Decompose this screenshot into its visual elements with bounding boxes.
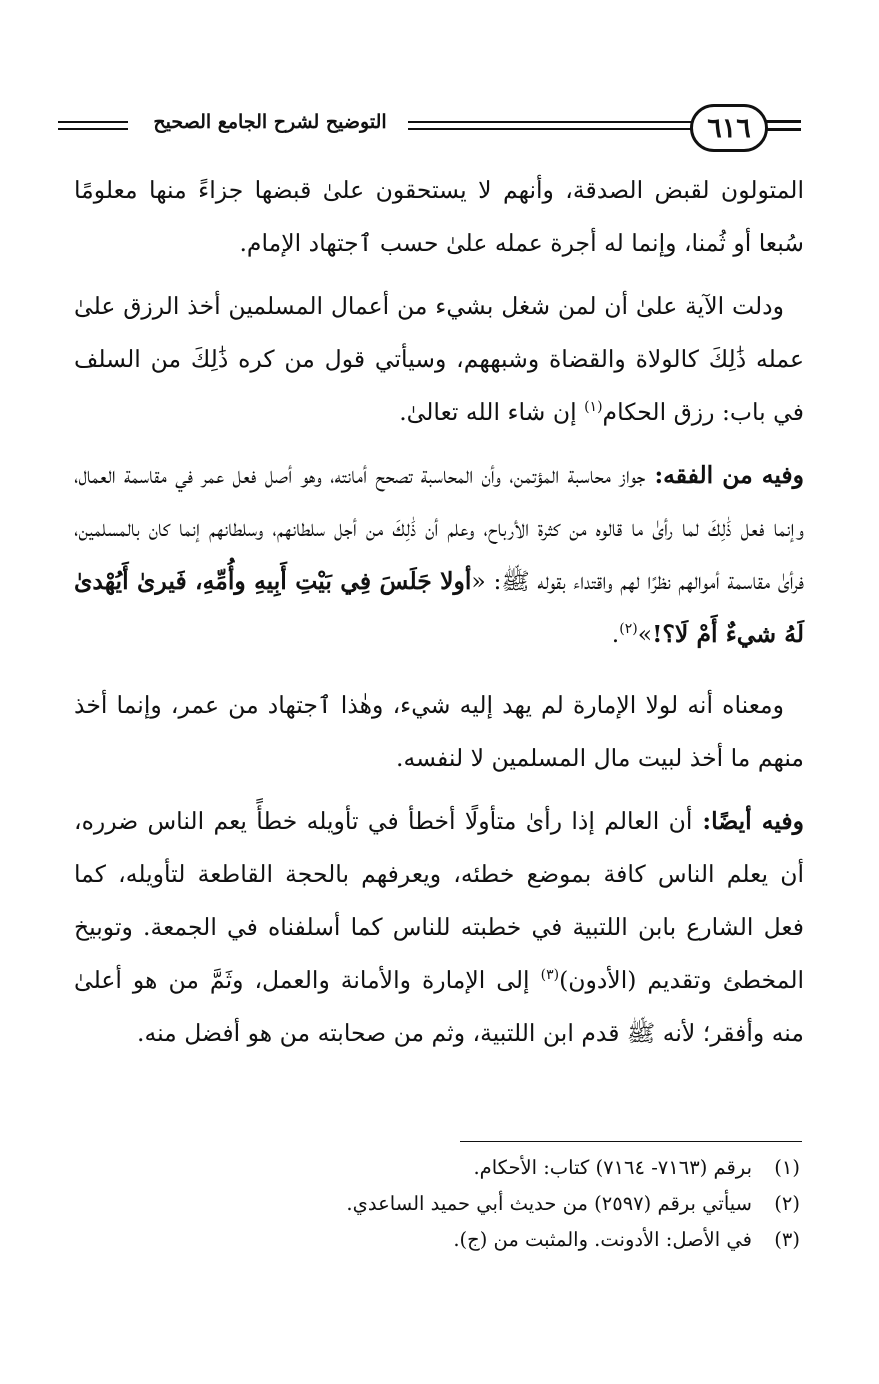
paragraph-1 (74, 164, 804, 270)
header-rule-right-top (765, 120, 801, 123)
paragraph-1-text: المتولون لقبض الصدقة، وأنهم لا يستحقون علىٰ قبضها جزاءً منها معلومًا سُبعا أو ثُمنا، وإنما له أجرة عمله علىٰ حسب ٱجتهاد الإمام. (74, 176, 804, 257)
paragraph-3-end: . (611, 620, 620, 648)
footnote-text: سيأتي برقم (٢٥٩٧) من حديث أبي حميد الساعدي. (346, 1192, 752, 1215)
footnote-number: (١) (774, 1156, 800, 1179)
footnote-text: برقم (٧١٦٣- ٧١٦٤) كتاب: الأحكام. (473, 1156, 752, 1179)
paragraph-2 (74, 280, 804, 439)
page-number-badge (690, 104, 768, 152)
footnote-number: (٢) (774, 1192, 800, 1215)
paragraph-2-text: ودلت الآية علىٰ أن لمن شغل بشيء من أعمال المسلمين أخذ الرزق علىٰ عمله ذَٰلِكَ كالولاة والقضاة وشبههم، وسيأتي قول من كره ذَٰلِكَ من السلف في باب: رزق الحكام (74, 292, 804, 426)
footnote-item (74, 1186, 804, 1222)
paragraph-3-text: جواز محاسبة المؤتمن، وأن المحاسبة تصحح أمانته، وهو أصل فعل عمر في مقاسمة العمال، وإنما فعل ذَٰلِكَ لما رأىٰ ما قالوه من كثرة الأرباح، وعلم أن ذَٰلِكَ من أجل سلطانهم، وسلطانهم إنما كان بالمسلمين، فرأىٰ مقاسمة أموالهم نظرًا لهم واقتداء بقوله ﷺ: « (74, 461, 804, 595)
footnote-item (74, 1150, 804, 1186)
footnote-ref-2: (٢) (619, 621, 638, 638)
paragraph-5-ending: إلى الإمارة والأمانة والعمل، وثَمَّ من هو أعلىٰ منه وأفقر؛ لأنه ﷺ قدم ابن اللتبية، وثم من صحابته من هو أفضل منه. (74, 966, 804, 1047)
footnote-item (74, 1222, 804, 1258)
paragraph-3 (74, 449, 804, 661)
page-number: ٦١٦ (707, 112, 751, 144)
header-rule-right-bottom (765, 128, 801, 131)
header-rule-mid-top (408, 121, 692, 123)
section-lead-fiqh: وفيه من الفقه: (645, 461, 804, 489)
paragraph-2-ending: إن شاء الله تعالىٰ. (399, 398, 585, 426)
section-lead-also: وفيه أيضًا: (692, 807, 804, 835)
header-rule-left-bottom (58, 128, 128, 130)
header-rule-mid-bottom (408, 128, 692, 130)
main-text (74, 164, 804, 1070)
footnote-ref-1: (١) (584, 399, 603, 416)
footnote-ref-3: (٣) (540, 967, 560, 984)
footnote-separator (460, 1141, 802, 1142)
footnote-number: (٣) (774, 1228, 800, 1251)
paragraph-5-text: أن العالم إذا رأىٰ متأولًا أخطأ في تأويله خطأً يعم الناس ضرره، أن يعلم الناس كافة بموضع خطئه، ويعرفهم بالحجة القاطعة لتأويله، كما فعل الشارع بابن اللتبية في خطبته للناس كما أسلفناه في الجمعة. وتوبيخ المخطئ وتقديم (الأدون) (74, 807, 805, 994)
quote-close: » (637, 620, 653, 648)
running-title: التوضيح لشرح الجامع الصحيح (153, 111, 387, 133)
paragraph-4 (74, 679, 804, 785)
footnotes (74, 1150, 804, 1258)
paragraph-4-text: ومعناه أنه لولا الإمارة لم يهد إليه شيء، وهٰذا ٱجتهاد من عمر، وإنما أخذ منهم ما أخذ لبيت مال المسلمين لا لنفسه. (74, 691, 804, 772)
header-rule-left-top (58, 121, 128, 123)
footnote-text: في الأصل: الأدونت. والمثبت من (ج). (453, 1228, 752, 1251)
hadith-quote: أولا جَلَسَ فِي بَيْتِ أَبِيهِ وأُمِّهِ، فَيرىٰ أَيُهْدىٰ لَهُ شيءٌ أَمْ لَا؟! (74, 567, 804, 648)
paragraph-5 (74, 795, 804, 1060)
